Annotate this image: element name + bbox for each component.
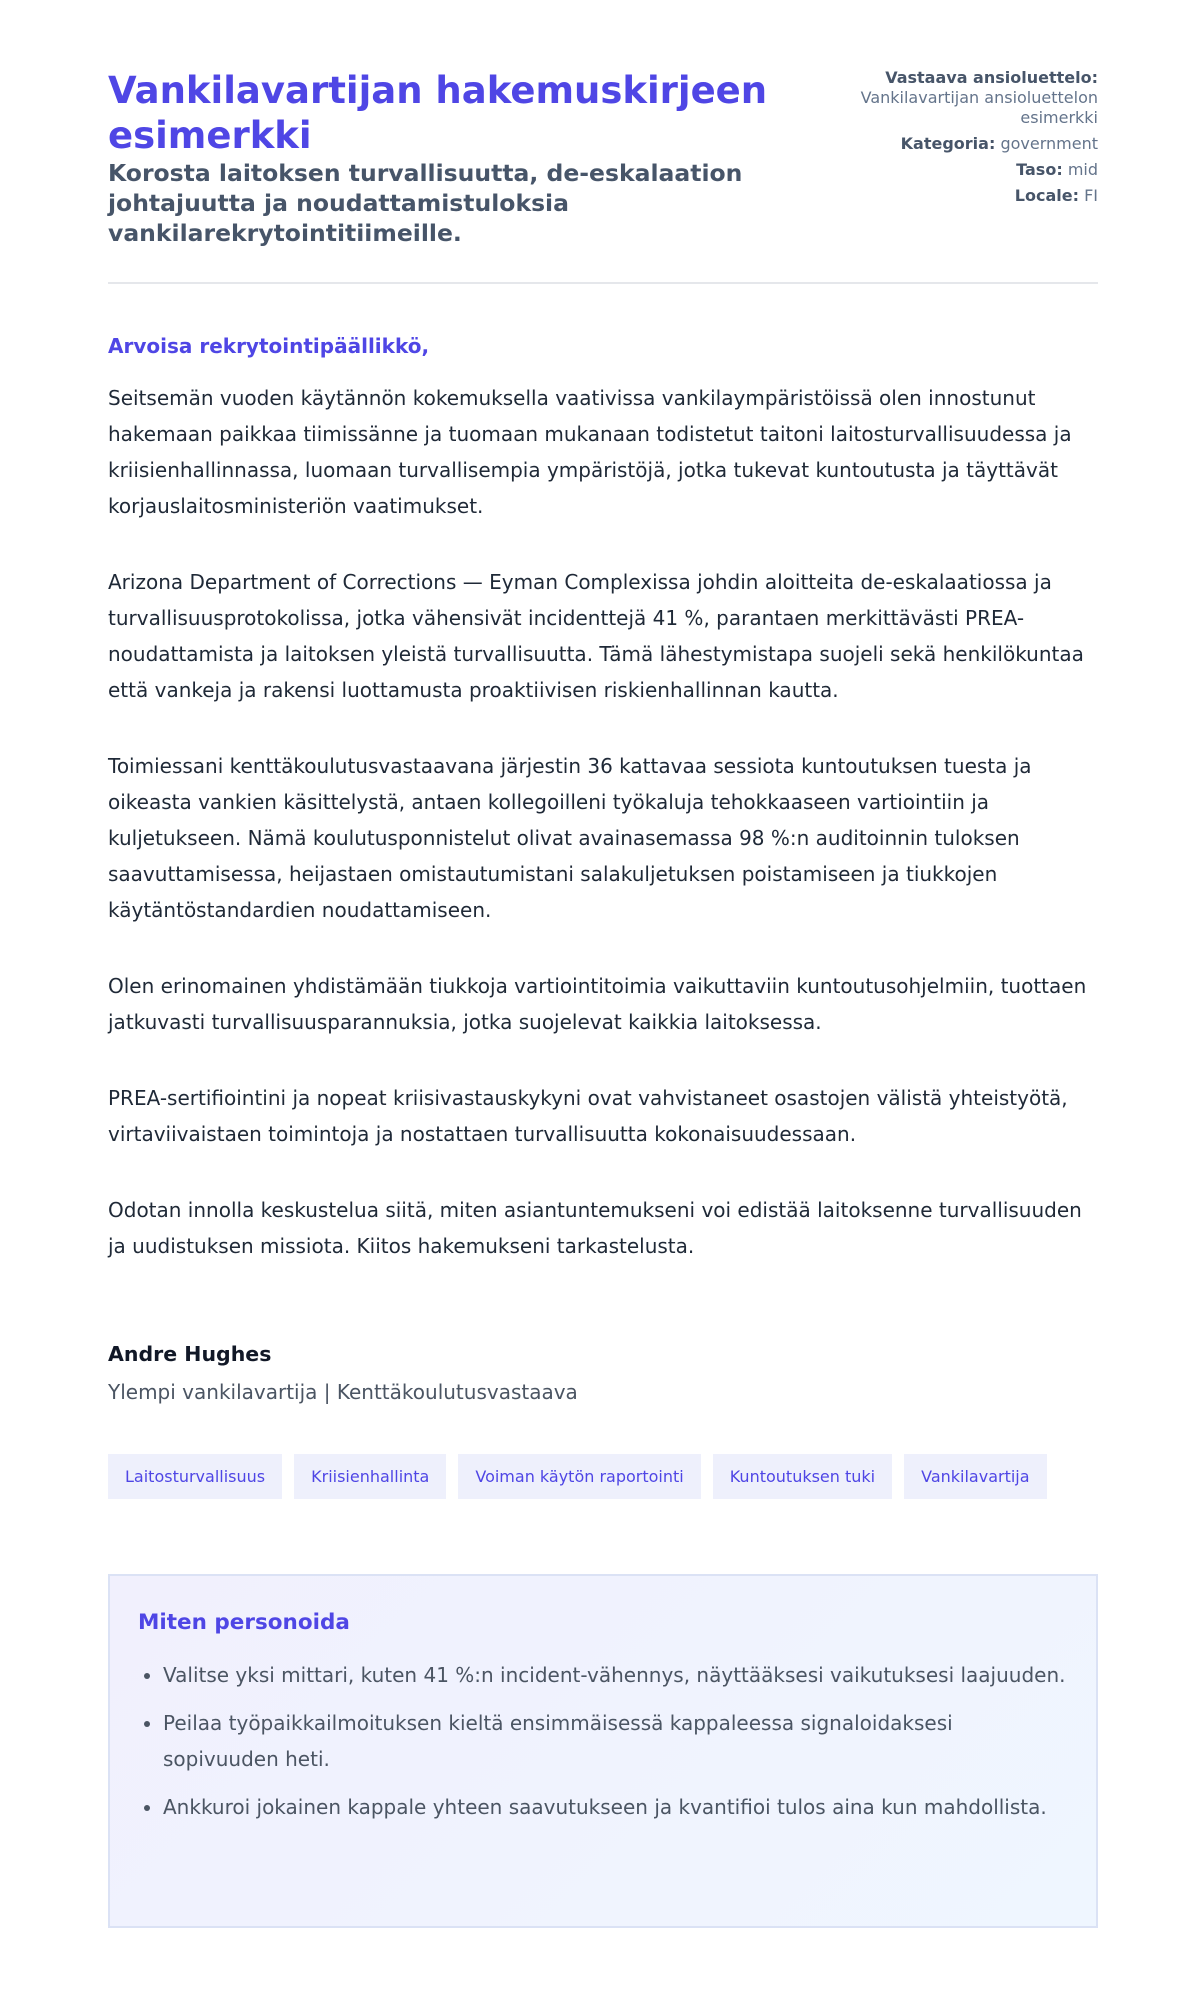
meta-category-value: government [1000, 134, 1098, 153]
letter-paragraph: Arizona Department of Corrections — Eyman Complexissa johdin aloitteita de-eskalaatiossa ja turvallisuusprotokolissa, jotka vähensivät incidenttejä 41 %, parantaen merkittävästi PREA-noudattamista ja laitoksen yleistä turvallisuutta. Tämä lähestymistapa suojeli sekä henkilökuntaa että vankeja ja rakensi luottamusta proaktiivisen riskienhallinnan kautta. [108, 570, 1084, 702]
header [108, 68, 1098, 284]
tag: Voiman käytön raportointi [458, 1454, 700, 1499]
signature-name: Andre Hughes [108, 1342, 272, 1366]
meta-level-label: Taso: [1016, 160, 1063, 179]
tip-item: • Peilaa työpaikkailmoituksen kieltä ensimmäisessä kappaleessa signaloidaksesi sopivuuden heti. [163, 1705, 1068, 1777]
tag: Vankilavartija [904, 1454, 1046, 1499]
letter-body [108, 380, 1098, 1264]
tip-item: • Valitse yksi mittari, kuten 41 %:n incident-vähennys, näyttääksesi vaikutuksesi laajuuden. [163, 1657, 1068, 1693]
meta-category-label: Kategoria: [900, 134, 996, 153]
tips-list [138, 1657, 1068, 1825]
meta-locale-value: FI [1084, 186, 1098, 205]
page-subtitle: Korosta laitoksen turvallisuutta, de-eskalaation johtajuutta ja noudattamistuloksia vankilarekrytointitiimeille. [108, 159, 743, 247]
letter-greeting: Arvoisa rekrytointipäällikkö, [108, 334, 430, 358]
personalize-tips-box [108, 1574, 1098, 1928]
letter-paragraph: PREA-sertifiointini ja nopeat kriisivastauskykyni ovat vahvistaneet osastojen välistä yhteistyötä, virtaviivaistaen toimintoja ja nostattaen turvallisuutta kokonaisuudessaan. [108, 1086, 1068, 1146]
meta-resume-label: Vastaava ansioluettelo: [885, 68, 1098, 87]
page-title: Vankilavartijan hakemuskirjeen esimerkki [108, 69, 768, 157]
letter-paragraph: Olen erinomainen yhdistämään tiukkoja vartiointitoimia vaikuttaviin kuntoutusohjelmiin, tuottaen jatkuvasti turvallisuusparannuksia, jotka suojelevat kaikkia laitoksessa. [108, 974, 1087, 1034]
letter-paragraph: Seitsemän vuoden käytännön kokemuksella vaativissa vankilaympäristöissä olen innostunut hakemaan paikkaa tiimissänne ja tuomaan mukanaan todistetut taitoni laitosturvallisuudessa ja kriisienhallinnassa, luomaan turvallisempia ympäristöjä, jotka tukevat kuntoutusta ja täyttävät korjauslaitosministeriön vaatimukset. [108, 386, 1072, 518]
meta-locale-label: Locale: [1014, 186, 1079, 205]
letter-paragraph: Toimiessani kenttäkoulutusvastaavana järjestin 36 kattavaa sessiota kuntoutuksen tuesta ja oikeasta vankien käsittelystä, antaen kollegoilleni työkaluja tehokkaaseen vartiointiin ja kuljetukseen. Nämä koulutusponnistelut olivat avainasemassa 98 %:n auditoinnin tuloksen saavuttamisessa, heijastaen omistautumistani salakuljetuksen poistamiseen ja tiukkojen käytäntöstandardien noudattamiseen. [108, 754, 1032, 922]
tag: Kriisienhallinta [294, 1454, 446, 1499]
signature-title: Ylempi vankilavartija | Kenttäkoulutusvastaava [108, 1380, 578, 1404]
tips-title: Miten personoida [138, 1610, 350, 1635]
letter-paragraph: Odotan innolla keskustelua siitä, miten asiantuntemukseni voi edistää laitoksenne turvallisuuden ja uudistuksen missiota. Kiitos hakemukseni tarkastelusta. [108, 1198, 1082, 1258]
tip-item: • Ankkuroi jokainen kappale yhteen saavutukseen ja kvantifioi tulos aina kun mahdollista. [163, 1789, 1068, 1825]
meta-level-value: mid [1067, 160, 1098, 179]
tag-list [108, 1454, 1098, 1499]
meta-resume-link[interactable]: Vankilavartijan ansioluettelon esimerkki [860, 88, 1098, 127]
tag: Kuntoutuksen tuki [713, 1454, 892, 1499]
meta-panel [801, 68, 1098, 212]
tag: Laitosturvallisuus [108, 1454, 282, 1499]
